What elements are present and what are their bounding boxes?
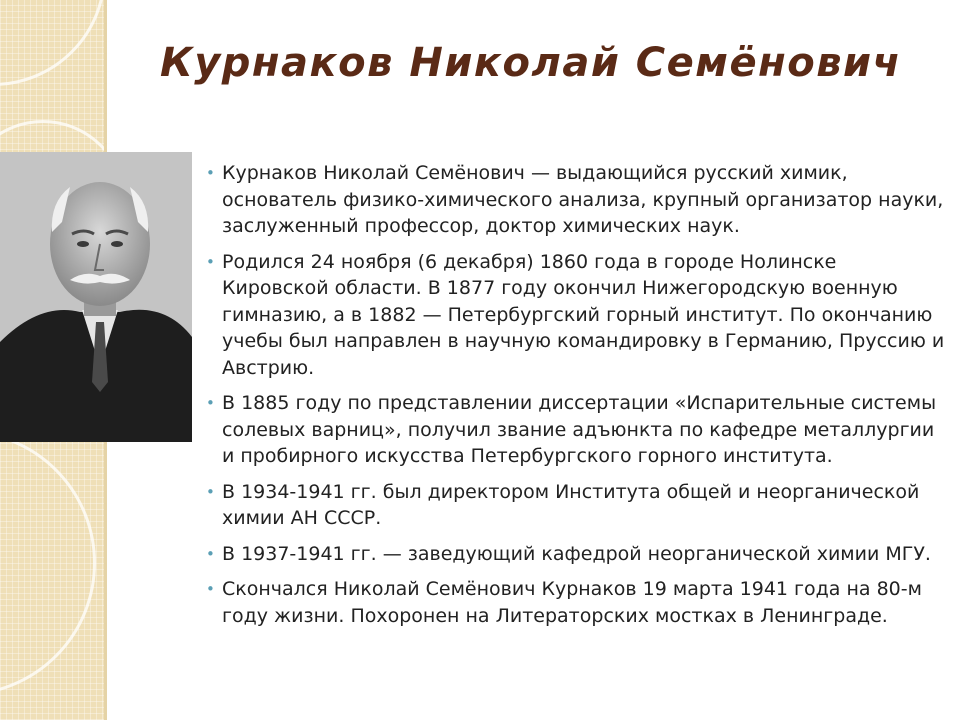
bullet-text: В 1934-1941 гг. был директором Института общей и неорганической химии АН СССР. bbox=[222, 480, 920, 529]
bullet-item-early-life bbox=[206, 249, 946, 382]
bullet-dot-icon: • bbox=[206, 580, 215, 598]
bullet-item-dissertation bbox=[206, 390, 946, 470]
bullet-text: Родился 24 ноября (6 декабря) 1860 года в городе Нолинске Кировской области. В 1877 году окончил Нижегородскую военную гимназию, а в 1882 — Петербургский горный институт. По окончанию учебы был направлен в научную командировку в Германию, Пруссию и Австрию. bbox=[222, 250, 945, 379]
bullet-item-msu bbox=[206, 541, 946, 568]
bullet-text: В 1885 году по представлении диссертации «Испарительные системы солевых варниц», получил звание адъюнкта по кафедре металлургии и пробирного искусства Петербургского горного института. bbox=[222, 392, 937, 467]
bullet-dot-icon: • bbox=[206, 394, 215, 412]
bullet-text: В 1937-1941 гг. — заведующий кафедрой неорганической химии МГУ. bbox=[222, 542, 931, 565]
decorative-arc bbox=[0, 0, 104, 86]
bullet-text: Курнаков Николай Семёнович — выдающийся русский химик, основатель физико-химического анализа, крупный организатор науки, заслуженный профессор, доктор химических наук. bbox=[222, 162, 944, 237]
decorative-arc bbox=[0, 430, 96, 696]
bullet-dot-icon: • bbox=[206, 252, 215, 271]
bullet-list bbox=[206, 160, 946, 638]
bullet-item-director bbox=[206, 479, 946, 532]
page-title: Курнаков Николай Семёнович bbox=[160, 40, 902, 86]
portrait-photo bbox=[0, 152, 192, 442]
bullet-dot-icon: • bbox=[206, 544, 215, 563]
bullet-item-death bbox=[206, 576, 946, 629]
bullet-dot-icon: • bbox=[206, 164, 215, 182]
bullet-text: Скончался Николай Семёнович Курнаков 19 марта 1941 года на 80-м году жизни. Похоронен на Литераторских мостках в Ленинграде. bbox=[222, 578, 922, 627]
portrait-illustration bbox=[0, 152, 192, 442]
bullet-item-biography bbox=[206, 160, 946, 240]
bullet-dot-icon: • bbox=[206, 482, 215, 501]
